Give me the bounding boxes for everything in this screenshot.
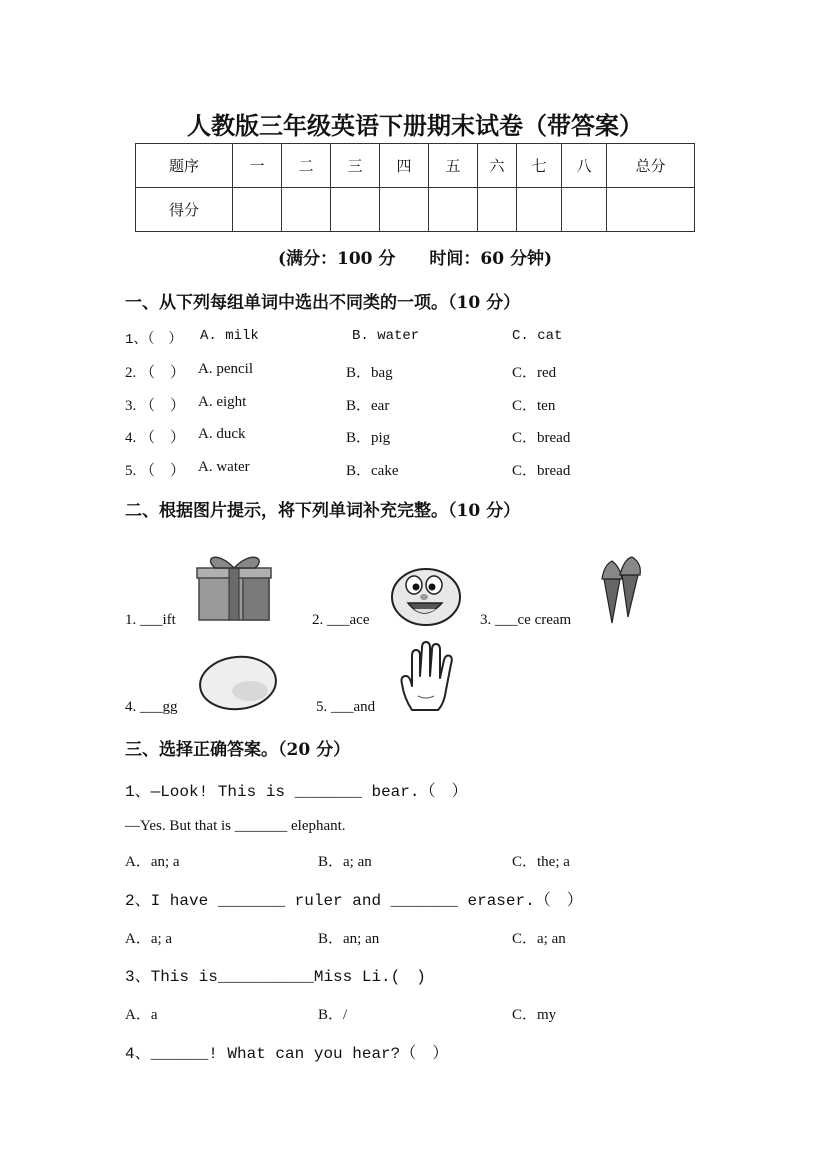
table-cell: 二	[282, 144, 331, 188]
score-table-score-row	[136, 188, 695, 232]
fill-blank[interactable]: ___	[327, 612, 350, 628]
option-a[interactable]: A. duck	[198, 426, 246, 442]
option-a[interactable]: A．a; a	[125, 931, 173, 947]
question-number: 2. （ ）	[125, 365, 186, 381]
option-a[interactable]: A. milk	[200, 328, 259, 344]
option-a[interactable]: A. pencil	[198, 361, 253, 377]
table-cell: 八	[562, 144, 607, 188]
fill-item	[125, 699, 178, 716]
table-cell: 四	[380, 144, 429, 188]
question-text: ruler and	[285, 892, 391, 910]
option-b[interactable]: B．a; an	[318, 854, 372, 870]
score-cell[interactable]	[607, 188, 695, 232]
word-suffix: gg	[162, 699, 178, 715]
score-cell[interactable]	[562, 188, 607, 232]
item-number: 3.	[480, 612, 495, 628]
section-2-heading: 二、根据图片提示，将下列单词补充完整。（10 分）	[125, 501, 521, 521]
word-suffix: ace	[349, 612, 370, 628]
option-b[interactable]: B．/	[318, 1007, 348, 1023]
answer-blank[interactable]: _______	[294, 783, 362, 801]
fill-blank[interactable]: ___	[331, 699, 354, 715]
fill-blank[interactable]: ___	[140, 699, 163, 715]
option-c[interactable]: C．my	[512, 1007, 557, 1023]
answer-blank[interactable]: _______	[234, 818, 288, 834]
option-b[interactable]: B．cake	[346, 463, 399, 479]
item-number: 1.	[125, 612, 140, 628]
question-text: 3、This is	[125, 968, 218, 986]
table-cell: 三	[331, 144, 380, 188]
option-c[interactable]: C．bread	[512, 430, 571, 446]
option-a[interactable]: A．a	[125, 1007, 158, 1023]
question-1-line-2	[125, 818, 346, 835]
score-cell[interactable]	[233, 188, 282, 232]
question-3-line	[125, 963, 426, 986]
table-cell: 一	[233, 144, 282, 188]
question-text: 1、—Look! This is	[125, 783, 295, 801]
item-number: 2.	[312, 612, 327, 628]
section-1-heading: 一、从下列每组单词中选出不同类的一项。（10 分）	[125, 293, 521, 313]
option-b[interactable]: B. water	[352, 328, 420, 344]
cartoon-face-icon	[386, 565, 464, 627]
option-c[interactable]: C．the; a	[512, 854, 570, 870]
question-4-line	[125, 1040, 448, 1063]
answer-blank[interactable]: ______	[150, 1045, 209, 1063]
question-text: —Yes. But that is	[125, 818, 235, 834]
table-cell: 七	[517, 144, 562, 188]
section-3-heading: 三、选择正确答案。（20 分）	[125, 740, 351, 760]
answer-blank[interactable]: _______	[217, 892, 286, 910]
score-cell[interactable]	[380, 188, 429, 232]
question-text: 2、I have	[125, 892, 218, 910]
score-cell[interactable]	[282, 188, 331, 232]
question-text: bear.（ ）	[361, 783, 468, 801]
score-table-header-row	[136, 144, 695, 188]
table-cell: 总分	[607, 144, 695, 188]
question-1-line-1	[125, 778, 467, 801]
table-cell: 六	[478, 144, 517, 188]
gift-box-icon	[195, 552, 275, 622]
question-number: 1、（ ）	[125, 332, 183, 348]
option-c[interactable]: C．bread	[512, 463, 571, 479]
score-cell[interactable]	[429, 188, 478, 232]
option-b[interactable]: B．bag	[346, 365, 393, 381]
question-number: 4. （ ）	[125, 430, 186, 446]
word-suffix: ift	[162, 612, 176, 628]
exam-info: (满分：100 分 时间：60 分钟)	[277, 249, 553, 269]
question-number: 3. （ ）	[125, 398, 186, 414]
option-c[interactable]: C．ten	[512, 398, 556, 414]
table-cell: 题序	[136, 144, 233, 188]
option-b[interactable]: B．ear	[346, 398, 390, 414]
question-text: ! What can you hear?（ ）	[208, 1045, 449, 1063]
score-cell[interactable]	[331, 188, 380, 232]
answer-blank[interactable]: _______	[390, 892, 458, 910]
fill-item	[125, 612, 176, 629]
option-b[interactable]: B．pig	[346, 430, 391, 446]
score-cell[interactable]	[478, 188, 517, 232]
fill-blank[interactable]: ___	[140, 612, 163, 628]
question-number: 5. （ ）	[125, 463, 186, 479]
page-title: 人教版三年级英语下册期末试卷（带答案）	[187, 111, 643, 140]
question-text: Miss Li.( )	[313, 968, 426, 986]
option-a[interactable]: A. water	[198, 459, 250, 475]
question-text: elephant.	[287, 818, 346, 834]
option-c[interactable]: C．red	[512, 365, 557, 381]
score-cell[interactable]	[517, 188, 562, 232]
word-suffix: ce cream	[517, 612, 572, 628]
option-c[interactable]: C．a; an	[512, 931, 566, 947]
ice-cream-icon	[598, 555, 646, 625]
item-number: 4.	[125, 699, 140, 715]
word-suffix: and	[353, 699, 376, 715]
table-cell: 得分	[136, 188, 233, 232]
option-a[interactable]: A．an; a	[125, 854, 180, 870]
hand-icon	[398, 640, 458, 714]
table-cell: 五	[429, 144, 478, 188]
option-a[interactable]: A. eight	[198, 394, 247, 410]
fill-item	[480, 612, 571, 629]
answer-blank[interactable]: __________	[217, 968, 314, 986]
fill-blank[interactable]: ___	[495, 612, 518, 628]
score-table	[135, 143, 695, 232]
option-c[interactable]: C. cat	[512, 328, 563, 344]
question-2-line	[125, 887, 583, 910]
question-text: eraser.（ ）	[457, 892, 583, 910]
fill-item	[312, 612, 369, 629]
fill-item	[316, 699, 375, 716]
option-b[interactable]: B．an; an	[318, 931, 380, 947]
question-text: 4、	[125, 1045, 151, 1063]
egg-icon	[198, 653, 280, 711]
item-number: 5.	[316, 699, 331, 715]
